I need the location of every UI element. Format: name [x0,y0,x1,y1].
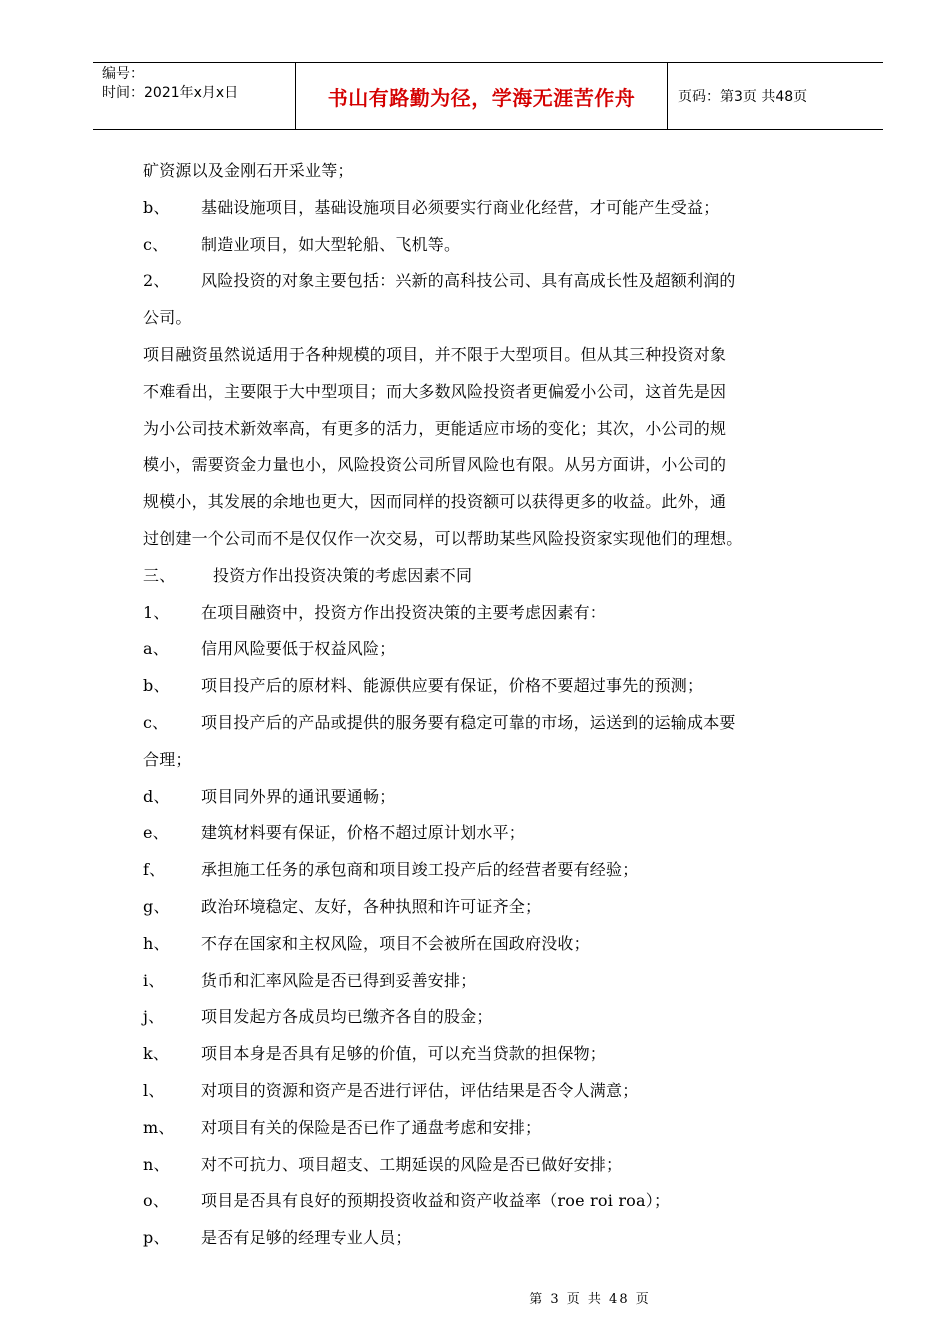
text-line [143,852,843,889]
text-line [143,926,843,963]
line-text: 建筑材料要有保证，价格不超过原计划水平； [201,823,526,843]
text-line [143,190,843,227]
list-marker: e、 [143,823,169,843]
line-text: 项目投产后的原材料、能源供应要有保证，价格不要超过事先的预测； [201,676,704,696]
text-line [143,227,843,264]
text-line [143,558,843,595]
header-page-cell [668,63,883,129]
document-body [143,153,843,1257]
line-text: 对不可抗力、项目超支、工期延误的风险是否已做好安排； [201,1154,623,1174]
text-line [143,447,843,484]
line-text: 政治环境稳定、友好，各种执照和许可证齐全； [201,896,542,916]
line-text: 对项目有关的保险是否已作了通盘考虑和安排； [201,1117,542,1137]
text-line [143,484,843,521]
text-line [143,1220,843,1257]
text-line [143,1110,843,1147]
list-marker: 1、 [143,602,170,622]
line-text: 项目本身是否具有足够的价值，可以充当贷款的担保物； [201,1044,607,1064]
line-text: 投资方作出投资决策的考虑因素不同 [213,565,473,585]
document-time-label: 时间：2021年x月x日 [102,85,239,101]
text-line [143,668,843,705]
line-text: 对项目的资源和资产是否进行评估，评估结果是否令人满意； [201,1080,639,1100]
list-marker: m、 [143,1117,175,1137]
list-marker: c、 [143,712,169,732]
line-text: 风险投资的对象主要包括：兴新的高科技公司、具有高成长性及超额利润的 [201,271,736,291]
list-marker: f、 [143,860,166,880]
text-line [143,705,843,742]
line-text: 为小公司技术新效率高，有更多的活力，更能适应市场的变化；其次，小公司的规 [143,418,727,438]
list-marker: g、 [143,896,170,916]
list-marker: p、 [143,1228,170,1248]
line-text: 规模小，其发展的余地也更大，因而同样的投资额可以获得更多的收益。此外，通 [143,492,727,512]
line-text: 货币和汇率风险是否已得到妥善安排； [201,970,477,990]
line-text: 合理； [143,749,192,769]
text-line [143,1147,843,1184]
text-line [143,263,843,300]
document-number-label: 编号： [102,66,144,82]
line-text: 不难看出，主要限于大中型项目；而大多数风险投资者更偏爱小公司，这首先是因 [143,381,727,401]
line-text: 制造业项目，如大型轮船、飞机等。 [201,234,461,254]
text-line [143,889,843,926]
text-line [143,521,843,558]
page-footer [0,1288,950,1307]
list-marker: n、 [143,1154,170,1174]
list-marker: 2、 [143,271,170,291]
header-motto: 书山有路勤为径，学海无涯苦作舟 [327,85,636,110]
list-marker: k、 [143,1044,170,1064]
text-line [143,300,843,337]
list-marker: b、 [143,197,170,217]
line-text: 信用风险要低于权益风险； [201,639,396,659]
page-header [93,62,883,130]
text-line [143,779,843,816]
list-marker: j、 [143,1007,165,1027]
text-line [143,1073,843,1110]
line-text: 承担施工任务的承包商和项目竣工投产后的经营者要有经验； [201,860,639,880]
list-marker: i、 [143,970,165,990]
list-marker: b、 [143,676,170,696]
list-marker: d、 [143,786,170,806]
text-line [143,1183,843,1220]
footer-page-number: 第 3 页 共 48 页 [529,1292,651,1307]
line-text: 项目投产后的产品或提供的服务要有稳定可靠的市场，运送到的运输成本要 [201,712,736,732]
list-marker: 三、 [143,565,176,585]
text-line [143,411,843,448]
line-text: 基础设施项目，基础设施项目必须要实行商业化经营，才可能产生受益； [201,197,720,217]
header-page-label: 页码：第3页 共48页 [678,89,808,105]
line-text: 是否有足够的经理专业人员； [201,1228,412,1248]
line-text: 过创建一个公司而不是仅仅作一次交易，可以帮助某些风险投资家实现他们的理想。 [143,528,743,548]
list-marker: l、 [143,1080,165,1100]
text-line [143,631,843,668]
line-text: 矿资源以及金刚石开采业等； [143,161,354,180]
text-line [143,374,843,411]
text-line [143,1036,843,1073]
line-text: 项目融资虽然说适用于各种规模的项目，并不限于大型项目。但从其三种投资对象 [143,344,727,364]
text-line [143,815,843,852]
line-text: 在项目融资中，投资方作出投资决策的主要考虑因素有： [201,602,607,622]
text-line [143,153,843,190]
text-line [143,963,843,1000]
list-marker: h、 [143,933,170,953]
line-text: 项目是否具有良好的预期投资收益和资产收益率（roe roi roa）； [201,1191,671,1211]
line-text: 不存在国家和主权风险，项目不会被所在国政府没收； [201,933,590,953]
list-marker: o、 [143,1191,170,1211]
text-line [143,337,843,374]
list-marker: c、 [143,234,169,254]
text-line [143,999,843,1036]
line-text: 模小，需要资金力量也小，风险投资公司所冒风险也有限。从另方面讲，小公司的 [143,455,727,475]
text-line [143,742,843,779]
text-line [143,595,843,632]
header-motto-cell [295,63,668,129]
line-text: 公司。 [143,308,192,328]
header-meta [93,63,295,129]
line-text: 项目发起方各成员均已缴齐各自的股金； [201,1007,493,1027]
line-text: 项目同外界的通讯要通畅； [201,786,396,806]
list-marker: a、 [143,639,169,659]
